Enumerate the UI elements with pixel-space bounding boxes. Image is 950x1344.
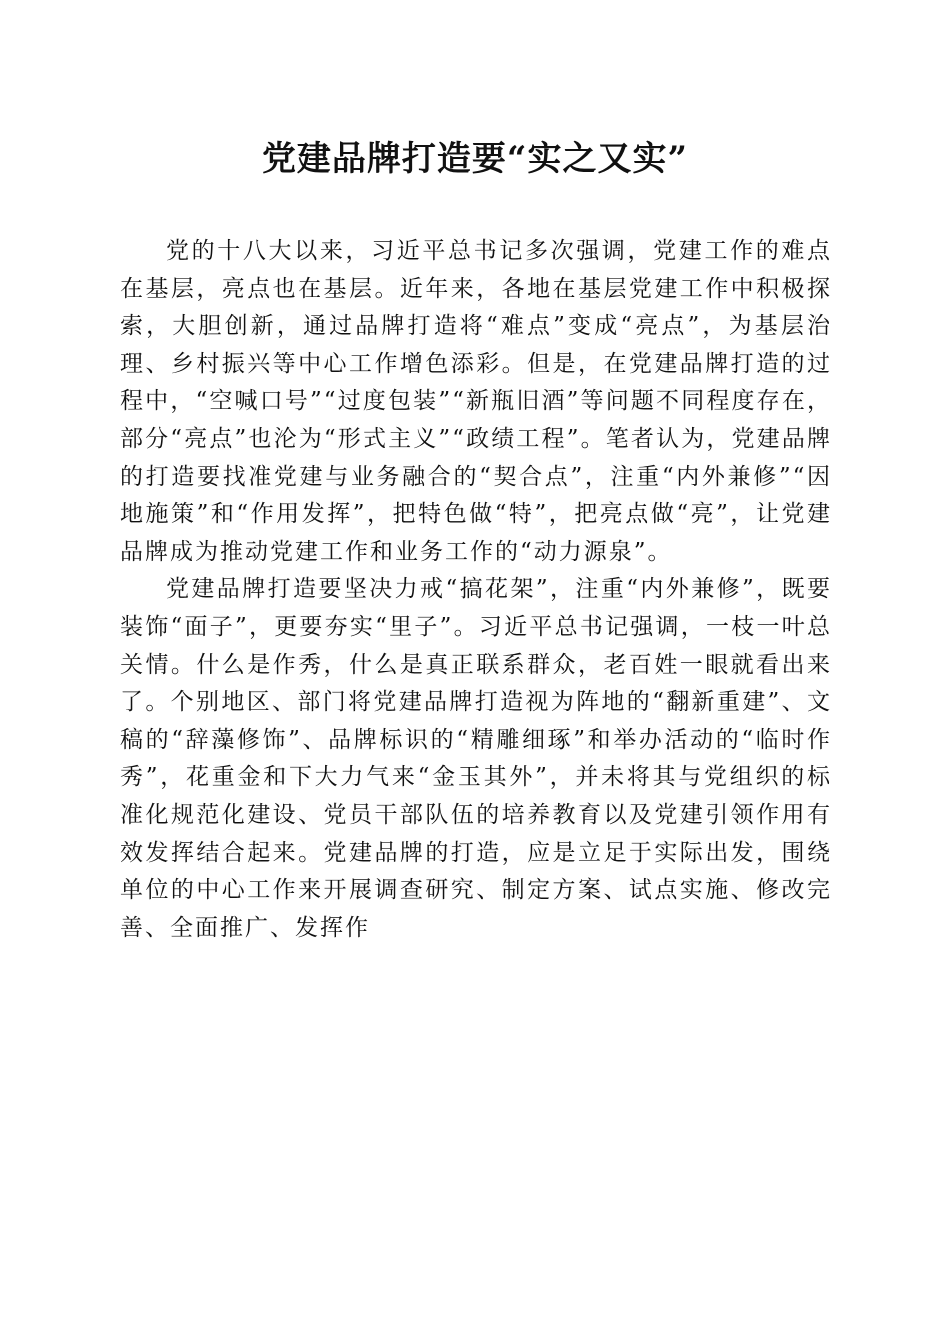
paragraph-1: 党的十八大以来，习近平总书记多次强调，党建工作的难点在基层，亮点也在基层。近年来，各地在基层党建工作中积极探索，大胆创新，通过品牌打造将“难点”变成“亮点”，为基层治理、乡村振兴等中心工作增色添彩。但是，在党建品牌打造的过程中，“空喊口号”“过度包装”“新瓶旧酒”等问题不同程度存在，部分“亮点”也沦为“形式主义”“政绩工程”。笔者认为，党建品牌的打造要找准党建与业务融合的“契合点”，注重“内外兼修”“因地施策”和“作用发挥”，把特色做“特”，把亮点做“亮”，让党建品牌成为推动党建工作和业务工作的“动力源泉”。 bbox=[120, 238, 832, 565]
paragraph-2: 党建品牌打造要坚决力戒“搞花架”，注重“内外兼修”，既要装饰“面子”，更要夯实“里子”。习近平总书记强调，一枝一叶总关情。什么是作秀，什么是真正联系群众，老百姓一眼就看出来了。个别地区、部门将党建品牌打造视为阵地的“翻新重建”、文稿的“辞藻修饰”、品牌标识的“精雕细琢”和举办活动的“临时作秀”，花重金和下大力气来“金玉其外”，并未将其与党组织的标准化规范化建设、党员干部队伍的培养教育以及党建引领作用有效发挥结合起来。党建品牌的打造，应是立足于实际出发，围绕单位的中心工作来开展调查研究、制定方案、试点实施、修改完善、全面推广、发挥作 bbox=[120, 576, 832, 941]
document-body bbox=[120, 233, 832, 947]
document-title: 党建品牌打造要“实之又实” bbox=[261, 139, 689, 179]
